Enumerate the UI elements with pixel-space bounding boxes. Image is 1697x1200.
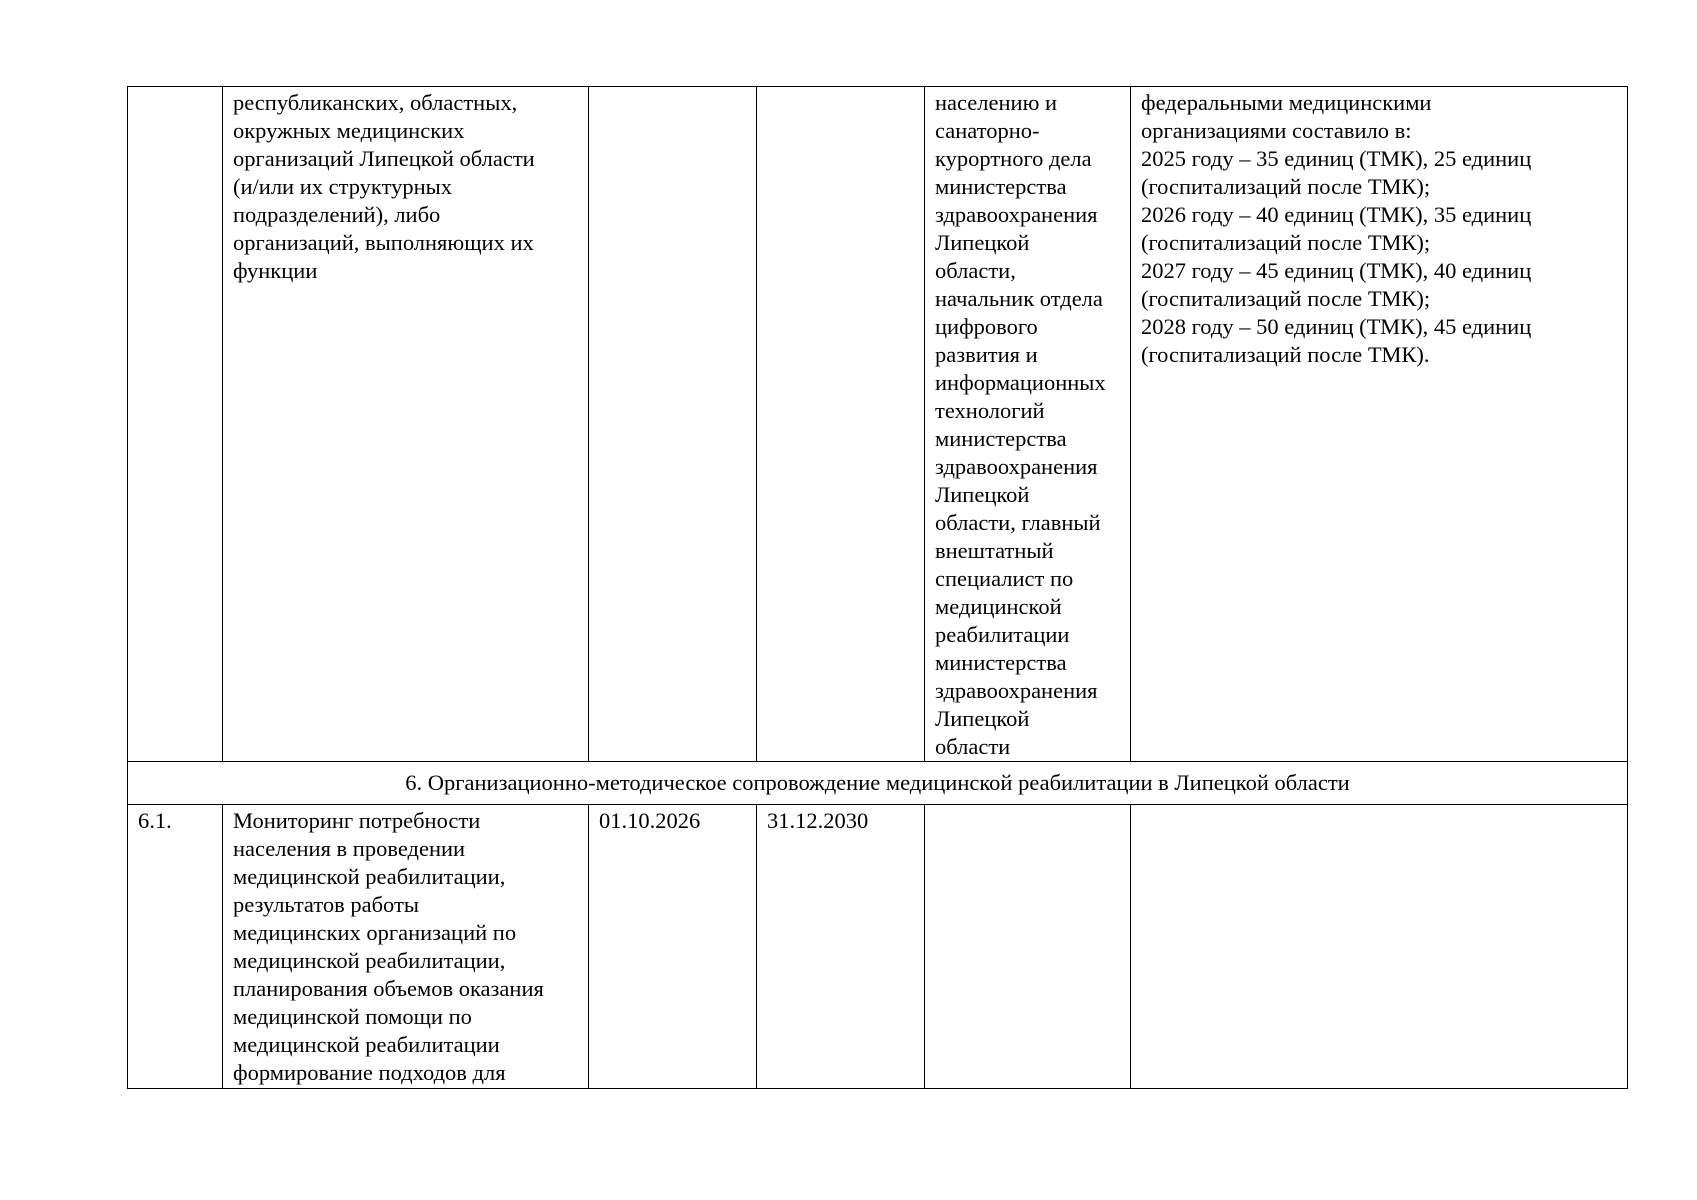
cell-result: федеральными медицинскими организациями составило в: 2025 году – 35 единиц (ТМК), 25 единиц (госпитализаций после ТМК); 2026 году – 40 единиц (ТМК), 35 единиц (госпитализаций после ТМК); 2027 году – 45 единиц (ТМК), 40 единиц (госпитализаций после ТМК); 2028 году – 50 единиц (ТМК), 45 единиц (госпитализаций после ТМК). [1131, 87, 1628, 762]
cell-event: Мониторинг потребности населения в проведении медицинской реабилитации, результатов работы медицинских организаций по медицинской реабилитации, планирования объемов оказания медицинской помощи по медицинской реабилитации формирование подходов для [223, 805, 589, 1089]
cell-start-date: 01.10.2026 [589, 805, 757, 1089]
table-row-continuation [128, 87, 1628, 762]
cell-responsible: населению и санаторно- курортного дела министерства здравоохранения Липецкой области, начальник отдела цифрового развития и информационных технологий министерства здравоохранения Липецкой области, главный внештатный специалист по медицинской реабилитации министерства здравоохранения Липецкой области [925, 87, 1131, 762]
cell-responsible [925, 805, 1131, 1089]
cell-event: республиканских, областных, окружных медицинских организаций Липецкой области (и/или их структурных подразделений), либо организаций, выполняющих их функции [223, 87, 589, 762]
table-row-6-1 [128, 805, 1628, 1089]
cell-end-date: 31.12.2030 [757, 805, 925, 1089]
measures-table [127, 86, 1628, 1089]
cell-number [128, 87, 223, 762]
section-heading-row [128, 762, 1628, 805]
cell-start-date [589, 87, 757, 762]
cell-end-date [757, 87, 925, 762]
cell-number: 6.1. [128, 805, 223, 1089]
cell-result [1131, 805, 1628, 1089]
section-heading: 6. Организационно-методическое сопровождение медицинской реабилитации в Липецкой области [128, 762, 1628, 805]
